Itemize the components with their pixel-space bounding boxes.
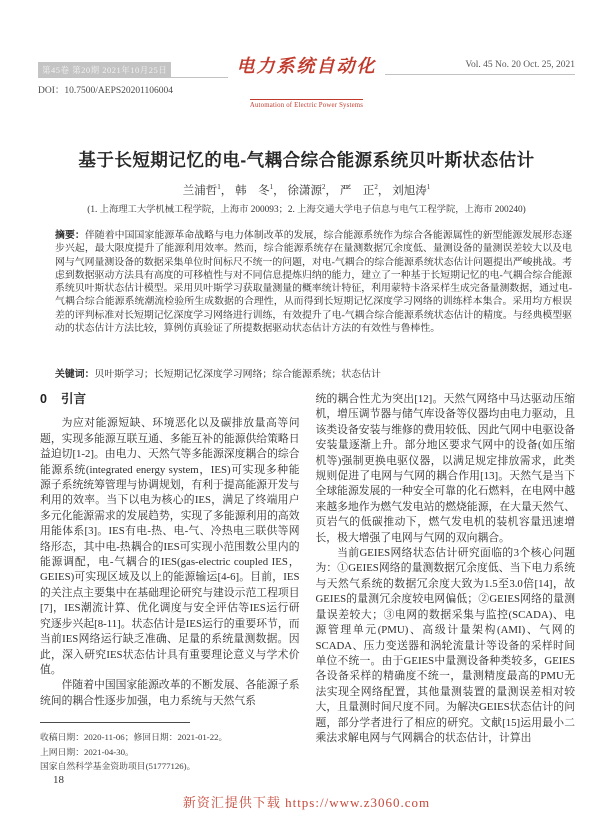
author: 韩 冬$^1$: [235, 183, 274, 197]
journal-name-en: Automation of Electric Power Systems: [250, 99, 363, 109]
abstract-block: [55, 229, 572, 335]
abstract-label: 摘要：: [55, 230, 85, 241]
author: 刘旭涛$^1$: [392, 183, 431, 197]
header-rule-left: [38, 77, 228, 78]
body-paragraph: 为应对能源短缺、环境恶化以及碳排放量高等问题，实现多能源互联互通、多能互补的能源供给策略日益迫切[1-2]。由电力、天然气等多能源深度耦合的综合能源系统(integrated energy system，IES)可实现多种能源子系统统筹管理与协调规划，有利于提高能源开发与利用的效率。当下以电为核心的IES，满足了终端用户多元化能源需求的发展趋势，实现了多能源利用的高效用能体系[3]。IES有电-热、电-气、冷热电三联供等网络形态，其中电-热耦合的IES可实现小范围数公里内的能源调配，电-气耦合的IES(gas-electric coupled IES，GEIES)可实现区域及以上的能源输运[4-6]。目前，IES的关注点主要集中在基础理论研究与建设示范工程项目[7]，IES潮流计算、优化调度与安全评估等IES运行研究逐步兴起[8-11]。状态估计是IES运行的重要环节，而当前IES网络运行缺乏准确、足量的系统量测数据。因此，深入研究IES状态估计具有重要理论意义与学术价值。: [40, 417, 300, 676]
header-right: [385, 60, 575, 75]
affiliation-line: (1. 上海理工大学机械工程学院，上海市 200093；2. 上海交通大学电子信息与电气工程学院，上海市 200240): [87, 205, 526, 215]
page-header: [38, 56, 575, 112]
author-separator: ，: [325, 185, 337, 197]
author: 严 正$^2$: [339, 183, 378, 197]
body-columns: [40, 392, 575, 774]
issue-date-en: Vol. 45 No. 20 Oct. 25, 2021: [385, 60, 575, 75]
footnote-funding: 国家自然科学基金资助项目(51777126)。: [40, 761, 196, 772]
section-number: 0: [40, 392, 47, 406]
left-column: [40, 392, 300, 774]
author-separator: ，: [273, 185, 285, 197]
right-column: [316, 392, 576, 774]
author-affil-sup: 1: [426, 183, 431, 192]
footnote-divider: [40, 722, 190, 723]
author-separator: ，: [220, 185, 233, 197]
keywords-text: 贝叶斯学习；长短期记忆深度学习网络；综合能源系统；状态估计: [94, 369, 381, 380]
watermark-download-link[interactable]: 新资汇提供下载 https://www.z3060.com: [182, 795, 431, 810]
journal-name-cn: 电力系统自动化: [236, 56, 377, 76]
page-number: 18: [53, 774, 64, 786]
body-paragraph: 伴随着中国国家能源改革的不断发展、各能源子系统间的耦合性逐步加强，电力系统与天然气系: [40, 679, 300, 707]
abstract-text: 伴随着中国国家能源革命战略与电力体制改革的发展，综合能源系统作为综合各能源属性的新型能源发展形态逐步兴起，最大限度提升了能源利用效率。然而，综合能源系统存在量测数据冗余度低、量测设备的量测误差较大以及电网与气网量测设备的数据采集单位时间标尺不统一的问题，对电-气耦合的综合能源系统状态估计问题提出严峻挑战。考虑到数据驱动方法具有高度的可移植性与对不同信息提炼归纳的能力，建立了一种基于长短期记忆的电-气耦合综合能源系统贝叶斯状态估计模型。采用贝叶斯学习获取量测量的概率统计特征，利用蒙特卡洛采样生成完备量测数据，通过电-气耦合综合能源系统潮流检验所生成数据的合理性，从而得到长短期记忆深度学习网络的训练样本集合。采用均方根误差的评判标准对长短期记忆深度学习网络进行训练，有效提升了电-气耦合综合能源系统状态估计的精度。与经典模型驱动的状态估计方法比较，算例仿真验证了所提数据驱动状态估计方法的有效性与鲁棒性。: [55, 230, 572, 335]
paper-title: 基于长短期记忆的电-气耦合综合能源系统贝叶斯状态估计: [78, 150, 535, 170]
keywords-label: 关键词：: [55, 369, 95, 380]
author-affil-sup: 1: [217, 183, 221, 192]
section-title: 引言: [60, 392, 86, 406]
section-heading-introduction: [40, 392, 300, 407]
author-affil-sup: 2: [374, 183, 378, 192]
footnote-block: [40, 730, 300, 774]
header-left: [38, 60, 228, 96]
doi-text: DOI：10.7500/AEPS20201106004: [38, 86, 174, 96]
author-affil-sup: 1: [269, 183, 274, 192]
issue-date-cn: 第45卷 第20期 2021年10月25日: [38, 62, 171, 77]
footnote-online-date: 上网日期：2021-04-30。: [40, 746, 134, 757]
body-paragraph: 当前GEIES网络状态估计研究面临的3个核心问题为：①GEIES网络的量测数据冗余度低、当下电力系统与天然气系统的数据冗余度大致为1.5至3.0倍[14]，故GEIES的量测冗余度较电网偏低；②GEIES网络的量测量误差较大；③电网的数据采集与监控(SCADA)、电源管理单元(PMU)、高级计量架构(AMI)、气网的SCADA、压力变送器和涡轮流量计等设备的采样时间单位不统一。由于GEIES中量测设备种类较多，GEIES各设备采样的精确度不统一，量测精度最高的PMU无法实现全网络配置，其他量测装置的量测误差相对较大，且量测时间尺度不同。为解决GEIES状态估计的问题，部分学者进行了相应的研究。文献[15]运用最小二乘法求解电网与气网耦合的状态估计，计算出: [315, 547, 575, 744]
author: 兰浦哲$^1$: [182, 183, 221, 197]
author-separator: ，: [377, 185, 390, 197]
author-affil-sup: 2: [322, 183, 326, 192]
author-line: [0, 182, 613, 198]
footnote-received-dates: 收稿日期：2020-11-06；修回日期：2021-01-22。: [40, 732, 228, 743]
author: 徐潇源$^2$: [287, 183, 326, 197]
journal-logo: [228, 56, 385, 112]
keywords-block: [55, 366, 572, 380]
body-paragraph: 统的耦合性尤为突出[12]。天然气网络中马达驱动压缩机，增压调节器与储气库设备等仪器均由电力驱动，且该类设备安装与维修的费用较低、因此气网中电驱设备安装量逐渐上升。部分地区要求气网中的设备(如压缩机等)强制更换电驱仪器，以满足规定排放需求，此类规则促进了电网与气网的耦合作用[13]。天然气是当下全球能源发展的一种安全可靠的化石燃料，在电网中越来越多地作为燃气发电站的燃烧能源，在大量天然气、页岩气的低碳推动下，燃气发电机的装机容量迅速增长，极大增强了电网与气网的双向耦合。: [315, 393, 575, 544]
